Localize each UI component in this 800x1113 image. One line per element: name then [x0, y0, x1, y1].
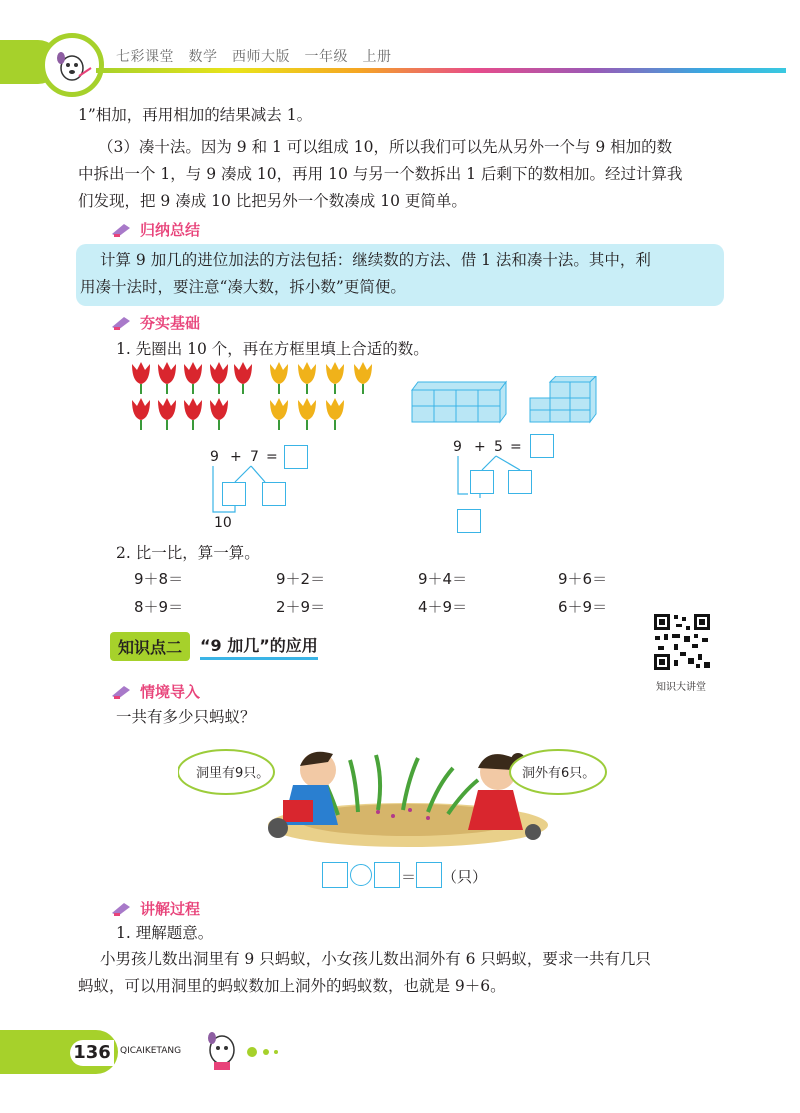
eq1-ten: 10: [214, 515, 232, 531]
header-rainbow-bar: [96, 68, 786, 73]
pencil-icon: [110, 222, 134, 238]
header-title: 七彩课堂 数学 西师大版 一年级 上册: [116, 49, 392, 65]
red-tulips-image: [130, 360, 260, 435]
question-1: 1. 先圈出 10 个，再在方框里填上合适的数。: [116, 340, 429, 358]
blank-eq-equals: ＝: [401, 868, 417, 886]
qr-caption: 知识大讲堂: [656, 682, 706, 693]
explain-line-2: 蚂蚁，可以用洞里的蚂蚁数加上洞外的蚂蚁数，也就是 9＋6。: [78, 977, 506, 995]
explain-heading: [110, 898, 200, 919]
unit-label: （只）: [442, 868, 488, 886]
knowledge-label: 知识点二: [110, 632, 190, 661]
explain-step-1: 1. 理解题意。: [116, 924, 214, 942]
eq1-decompose-lines: [205, 462, 295, 522]
eq2-b: 5: [494, 439, 503, 455]
exercise-1-1: 9＋8＝: [134, 570, 184, 588]
scenario-title: 情境导入: [140, 683, 201, 701]
intro-line-3: 中拆出一个 1，与 9 凑成 10，再用 10 与另一个数拆出 1 后剩下的数相加。经过计算我: [78, 165, 683, 183]
exercise-2-3: 4＋9＝: [418, 598, 468, 616]
exercise-2-1: 8＋9＝: [134, 598, 184, 616]
exercise-1-3: 9＋4＝: [418, 570, 468, 588]
eq1-b: 7: [250, 449, 259, 465]
eq2-result-box[interactable]: [457, 509, 481, 533]
basics-heading: [110, 312, 200, 333]
footer-mascot-icon: [200, 1026, 290, 1076]
operator-circle[interactable]: [350, 864, 372, 886]
footer-brand: QICAIKETANG: [120, 1046, 182, 1056]
answer-box-2[interactable]: [374, 862, 400, 888]
page-number: 136: [70, 1040, 114, 1066]
bubble-right: 洞外有6只。: [522, 766, 596, 781]
summary-line-2: 用凑十法时，要注意“凑大数，拆小数”更简便。: [80, 278, 406, 296]
yellow-tulips-image: [268, 360, 378, 435]
summary-line-1: 计算 9 加几的进位加法的方法包括：继续数的方法、借 1 法和凑十法。其中，利: [100, 251, 651, 269]
bubble-left: 洞里有9只。: [196, 766, 270, 781]
knowledge-heading: [110, 632, 318, 661]
eq1-op: +: [230, 449, 242, 465]
cube-blocks-image: [410, 376, 600, 426]
eq2-a: 9: [453, 439, 462, 455]
eq1-a: 9: [210, 449, 219, 465]
scenario-question: 一共有多少只蚂蚁？: [116, 708, 256, 726]
ant-counting-illustration: [178, 740, 628, 855]
pencil-icon: [110, 684, 134, 700]
mascot-logo: [40, 33, 104, 97]
answer-box-3[interactable]: [416, 862, 442, 888]
mascot-icon: [45, 38, 99, 92]
eq2-op: +: [474, 439, 486, 455]
summary-heading: [110, 219, 200, 240]
answer-box-1[interactable]: [322, 862, 348, 888]
basics-title: 夯实基础: [140, 314, 201, 332]
summary-title: 归纳总结: [140, 221, 201, 239]
exercise-2-4: 6＋9＝: [558, 598, 608, 616]
exercise-1-2: 9＋2＝: [276, 570, 326, 588]
intro-line-2: （3）凑十法。因为 9 和 1 可以组成 10，所以我们可以先从另外一个与 9 相加的数: [98, 138, 673, 156]
intro-line-4: 们发现，把 9 凑成 10 比把另外一个数凑成 10 更简单。: [78, 192, 467, 210]
explain-line-1: 小男孩儿数出洞里有 9 只蚂蚁，小女孩儿数出洞外有 6 只蚂蚁，要求一共有几只: [100, 950, 651, 968]
pencil-icon: [110, 315, 134, 331]
eq2-equals: =: [510, 439, 522, 455]
pencil-icon: [110, 901, 134, 917]
exercise-2-2: 2＋9＝: [276, 598, 326, 616]
qr-code-icon[interactable]: [652, 612, 712, 672]
scenario-heading: [110, 681, 200, 702]
knowledge-title: “9 加几”的应用: [200, 633, 318, 660]
exercise-1-4: 9＋6＝: [558, 570, 608, 588]
intro-line-1: 1”相加，再用相加的结果减去 1。: [78, 106, 313, 124]
explain-title: 讲解过程: [140, 900, 201, 918]
question-2: 2. 比一比，算一算。: [116, 544, 260, 562]
eq1-equals: =: [266, 449, 278, 465]
